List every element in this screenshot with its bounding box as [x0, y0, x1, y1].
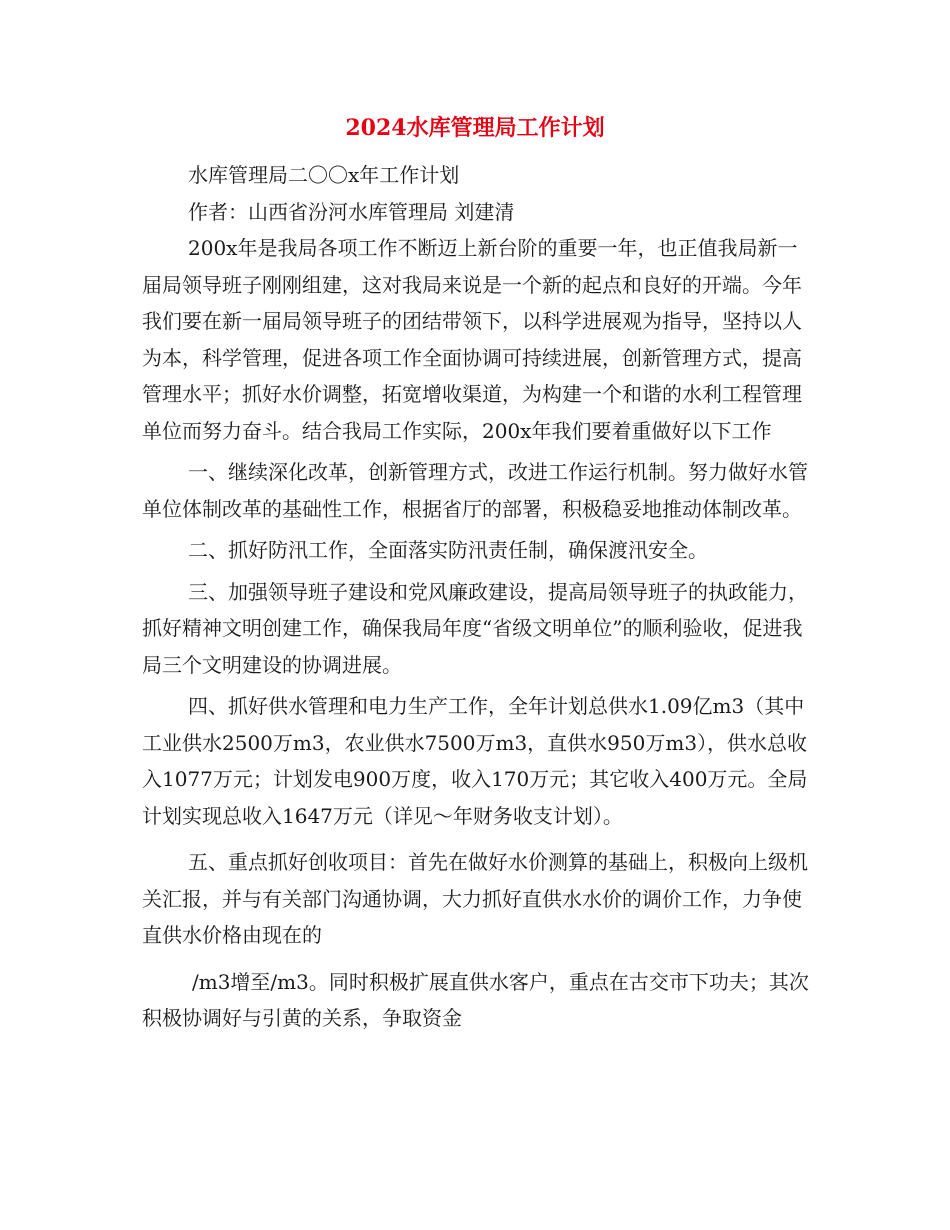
paragraph-intro: 200x年是我局各项工作不断迈上新台阶的重要一年，也正值我局新一届局领导班子刚刚组建，这对我局来说是一个新的起点和良好的开端。今年我们要在新一届局领导班子的团结带领下，以科学进展观为指导，坚持以人为本，科学管理，促进各项工作全面协调可持续进展，创新管理方式，提高管理水平；抓好水价调整，拓宽增收渠道，为构建一个和谐的水利工程管理单位而努力奋斗。结合我局工作实际，200x年我们要着重做好以下工作: [142, 236, 802, 443]
subtitle-line: 水库管理局二〇〇x年工作计划: [188, 163, 460, 187]
paragraph-item-4: 四、抓好供水管理和电力生产工作，全年计划总供水1.09亿m3（其中工业供水2500万m3，农业供水7500万m3，直供水950万m3），供水总收入1077万元；计划发电900万度，收入170万元；其它收入400万元。全局计划实现总收入1647万元（详见～年财务收支计划）。: [142, 694, 808, 828]
author-line: 作者：山西省汾河水库管理局 刘建清: [188, 199, 515, 224]
document-body: [142, 157, 812, 1037]
paragraph-item-3: 三、加强领导班子建设和党风廉政建设，提高局领导班子的执政能力，抓好精神文明创建工作，确保我局年度“省级文明单位”的顺利验收，促进我局三个文明建设的协调进展。: [142, 579, 808, 677]
document-title: 2024水库管理局工作计划: [345, 115, 605, 141]
paragraph-continuation: /m3增至/m3。同时积极扩展直供水客户，重点在古交市下功夫；其次积极协调好与引黄的关系，争取资金: [142, 969, 809, 1030]
paragraph-item-1: 一、继续深化改革，创新管理方式，改进工作运行机制。努力做好水管单位体制改革的基础性工作，根据省厅的部署，积极稳妥地推动体制改革。: [142, 460, 808, 521]
paragraph-item-5: 五、重点抓好创收项目：首先在做好水价测算的基础上，积极向上级机关汇报，并与有关部门沟通协调，大力抓好直供水水价的调价工作，力争使直供水价格由现在的: [142, 850, 808, 947]
paragraph-item-2: 二、抓好防汛工作，全面落实防汛责任制，确保渡汛安全。: [188, 538, 708, 562]
